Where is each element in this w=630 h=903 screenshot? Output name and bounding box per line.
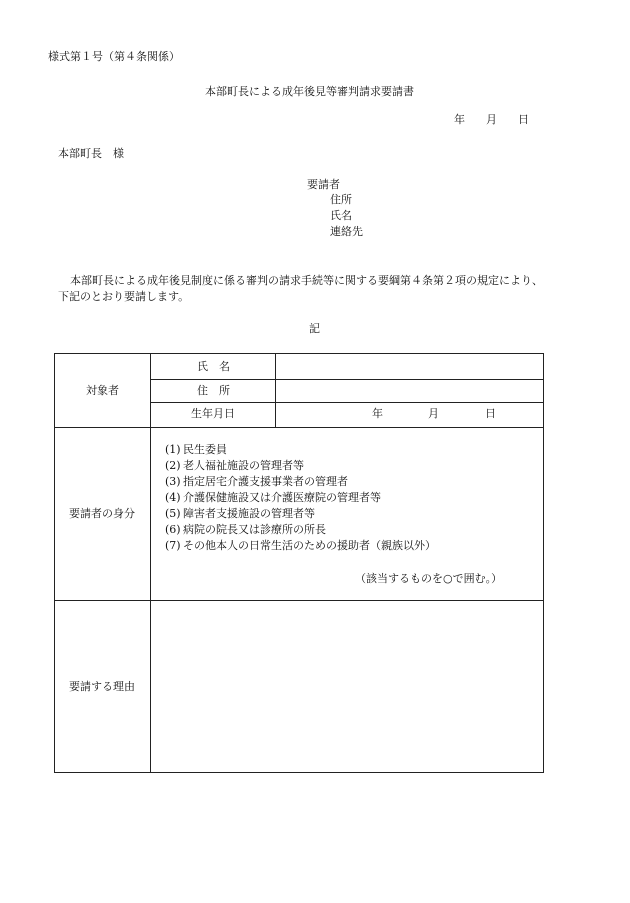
requester-contact-label: 連絡先 — [330, 225, 363, 238]
row-divider — [150, 402, 544, 403]
requester-address-label: 住所 — [330, 193, 352, 206]
status-option[interactable] — [165, 522, 436, 538]
status-option-text: その他本人の日常生活のための援助者（親族以外） — [183, 539, 436, 552]
body-text-line-1: 本部町長による成年後見制度に係る審判の請求手続等に関する要綱第４条第２項の規定により、 — [70, 274, 543, 287]
requester-label: 要請者 — [307, 178, 340, 191]
body-text-line-2: 下記のとおり要請します。 — [58, 290, 190, 303]
date-month-label: 月 — [486, 113, 497, 126]
status-header: 要請者の身分 — [69, 507, 135, 520]
status-option[interactable] — [165, 442, 436, 458]
name-label: 氏 名 — [197, 360, 230, 373]
date-day-label: 日 — [518, 113, 529, 126]
status-option-number: (3) — [165, 475, 181, 488]
status-option-text: 介護保健施設又は介護医療院の管理者等 — [183, 491, 381, 504]
status-option-number: (6) — [165, 523, 181, 536]
status-option[interactable] — [165, 506, 436, 522]
addressee: 本部町長 様 — [58, 147, 124, 160]
reason-field[interactable] — [151, 601, 543, 772]
request-form-table — [54, 353, 544, 773]
status-option-number: (1) — [165, 443, 181, 456]
form-number: 様式第１号（第４条関係） — [48, 50, 180, 63]
status-option-text: 病院の院長又は診療所の所長 — [183, 523, 326, 536]
section-divider — [55, 427, 544, 428]
name-field[interactable] — [276, 355, 543, 378]
status-option-list — [165, 442, 436, 554]
status-option-number: (5) — [165, 507, 181, 520]
status-option-text: 障害者支援施設の管理者等 — [183, 507, 315, 520]
dob-day-label: 日 — [485, 407, 496, 420]
status-option[interactable] — [165, 474, 436, 490]
reason-header: 要請する理由 — [69, 680, 135, 693]
status-option-number: (2) — [165, 459, 181, 472]
ki-heading: 記 — [309, 322, 320, 335]
dob-month-label: 月 — [428, 407, 439, 420]
status-option-text: 指定居宅介護支援事業者の管理者 — [183, 475, 348, 488]
subject-header: 対象者 — [86, 384, 119, 397]
status-option-number: (7) — [165, 539, 181, 552]
address-field[interactable] — [276, 380, 543, 401]
status-note: （該当するものを○で囲む。） — [355, 572, 503, 585]
requester-name-label: 氏名 — [330, 209, 352, 222]
dob-label: 生年月日 — [191, 407, 235, 420]
date-year-label: 年 — [454, 113, 465, 126]
status-option-number: (4) — [165, 491, 181, 504]
status-option[interactable] — [165, 490, 436, 506]
address-label: 住 所 — [197, 384, 230, 397]
status-option[interactable] — [165, 458, 436, 474]
status-option[interactable] — [165, 538, 436, 554]
dob-year-label: 年 — [372, 407, 383, 420]
status-option-text: 老人福祉施設の管理者等 — [183, 459, 304, 472]
document-title: 本部町長による成年後見等審判請求要請書 — [205, 85, 414, 98]
status-option-text: 民生委員 — [183, 443, 227, 456]
